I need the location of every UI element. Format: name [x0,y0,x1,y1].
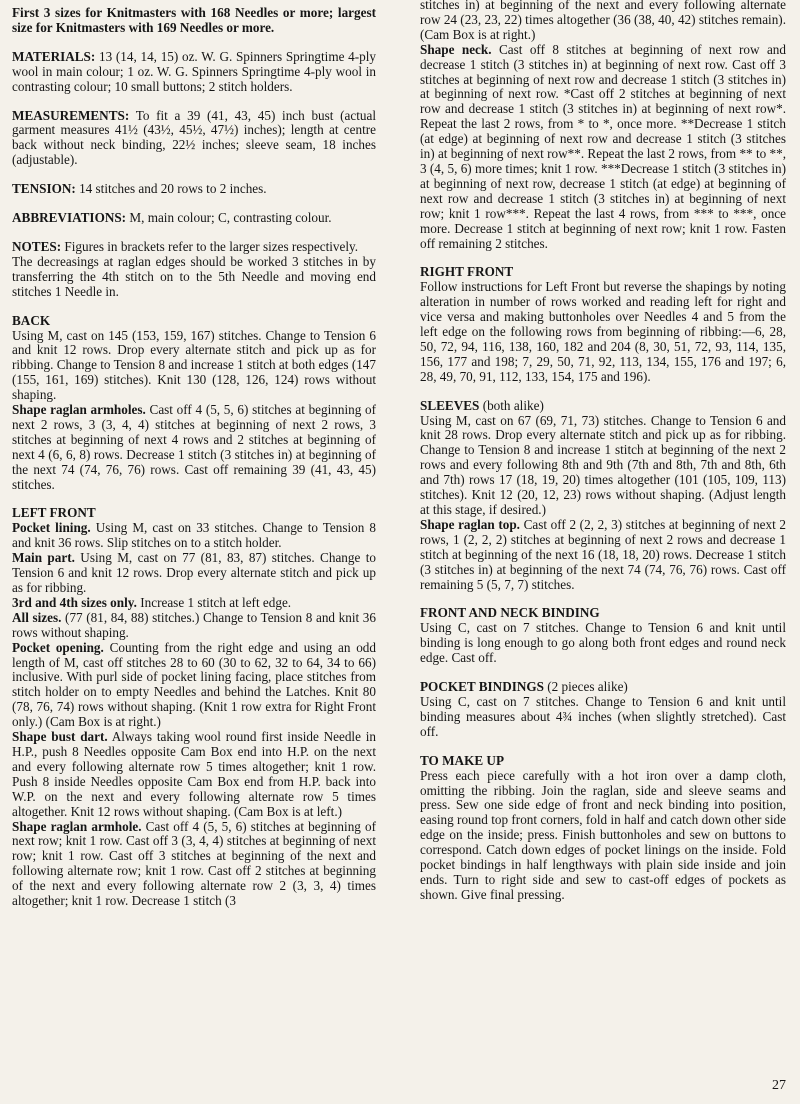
right-column [420,0,786,903]
lf-3rd-4th-sizes [12,596,376,611]
materials-label: MATERIALS: [12,48,96,64]
neck-text: Cast off 8 stitches at beginning of next row and decrease 1 stitch (3 stitches in) at beginning of next row. Cast off 3 stitches at beginning of next row and decrease 1 stitch (3 stitches in) at beginning of next row. *Cast off 2 stitches at beginning of next row and decrease 1 stitch (3 stitches in) at beginning of next row*. Repeat the last 2 rows, from * to *, once more. **Decrease 1 stitch (at edge) at beginning of next row and decrease 1 stitch (3 stitches in) at beginning of next row**. Repeat the last 2 rows, from ** to **, 3 (4, 5, 6) more times; knit 1 row. ***Decrease 1 stitch (3 stitches in) at beginning of next row, decrease 1 stitch (at edge) at beginning of next row and decrease 1 stitch (3 stitches in) at beginning of next row; knit 1 row***. Repeat the last 4 rows, from *** to ***, once more. Decrease 1 stitch at beginning of next row; knit 1 row. Fasten off remaining 2 stitches. [420,41,786,251]
make-up-heading: TO MAKE UP [420,752,505,768]
abbreviations-text: M, main colour; C, contrasting colour. [126,210,332,226]
lf-all-text: (77 (81, 84, 88) stitches.) Change to Tension 8 and knit 36 rows without shaping. [12,609,376,640]
measurements-label: MEASUREMENTS: [12,107,130,123]
lf-dart-text: Always taking wool round first inside Needle in H.P., push 8 Needles opposite Cam Box end into H.P. on the next and every following alternate row 5 times altogether; knit 1 row. Push 8 inside Needles opposite Cam Box end from H.P. back into W.P. on the next and every following alternate row 5 times altogether. Knit 12 rows without shaping. (Cam Box is at left.) [12,729,376,819]
lf-raglan-text: Cast off 4 (5, 5, 6) stitches at beginning of next row; knit 1 row. Cast off 3 (3, 4, 4) stitches at beginning of next row; knit 1 row. Cast off 3 stitches at beginning of the next and following alternate row; knit 1 row. Cast off 2 stitches at beginning of the next and every following alternate row 2 (3, 3, 4) times altogether; knit 1 row. Decrease 1 stitch (3 [12,818,376,909]
lf-dart-label: Shape bust dart. [12,729,108,745]
right-front-text: Follow instructions for Left Front but reverse the shapings by noting alteration in number of rows worked and reading left for right and vice versa and making buttonholes over Needles 4 and 5 from the left edge on the following rows from beginning of ribbing:—6, 28, 50, 72, 94, 116, 138, 160, 182 and 204 (8, 30, 51, 72, 93, 114, 135, 156, 177 and 198; 7, 29, 50, 71, 92, 113, 134, 155, 176 and 197; 6, 28, 49, 70, 91, 112, 133, 154, 175 and 196). [420,279,786,384]
lf-raglan-armhole [12,820,376,909]
abbreviations-section [12,211,376,226]
page-number: 27 [772,1078,786,1093]
lf-opening-text: Counting from the right edge and using an odd length of M, cast off stitches 28 to 60 (30 to 62, 32 to 64, 34 to 66) inclusive. With purl side of pocket lining facing, place stitches from stitch holder on to empty Needles and behind the Latches. Knit 80 (78, 76, 74) rows without shaping. (Knit 1 row extra for Right Front only.) (Cam Box is at right.) [12,639,376,730]
lf-34-text: Increase 1 stitch at left edge. [136,594,292,610]
sleeves-heading-label: SLEEVES [420,397,480,413]
back-text: Using M, cast on 145 (153, 159, 167) stitches. Change to Tension 6 and knit 12 rows. Drop every alternate stitch and pick up as for ribbing. Change to Tension 8 and increase 1 stitch at both edges (147 (155, 161, 169) stitches). Knit 130 (128, 126, 124) rows without shaping. [12,327,376,403]
lf-34-label: 3rd and 4th sizes only. [12,594,137,610]
notes-text: Figures in brackets refer to the larger sizes respectively. [61,238,359,254]
intro-note: First 3 sizes for Knitmasters with 168 Needles or more; largest size for Knitmasters with 169 Needles or more. [12,5,376,35]
materials-section [12,50,376,95]
abbreviations-label: ABBREVIATIONS: [12,210,127,226]
back-heading: BACK [12,312,51,328]
lf-pocket-label: Pocket lining. [12,520,91,536]
lf-all-label: All sizes. [12,609,62,625]
back-raglan [12,403,376,492]
shape-neck [420,43,786,252]
sleeves-raglan-text: Cast off 2 (2, 2, 3) stitches at beginning of next 2 rows, 1 (2, 2, 2) stitches at beginning of next 2 rows and decrease 1 stitch at beginning of the next 16 (18, 18, 20) rows. Decrease 1 stitch (3 stitches in) at beginning of the next 74 (74, 76, 76) rows. Cast off remaining 5 (5, 7, 7) stitches. [420,516,786,592]
pocket-bindings-label: POCKET BINDINGS [420,679,544,695]
make-up-text: Press each piece carefully with a hot iron over a damp cloth, omitting the ribbing. Join the raglan, side and sleeve seams and press. Sew one side edge of front and neck binding into position, easing round top front corners, fold in half and catch down other side edge on the inside; press. Finish buttonholes and sew on buttons to correspond. Catch down edges of pocket linings on the inside. Fold pocket bindings in half lengthways with plain side inside and join ends. Turn to right side and sew to cast-off edges of pockets as shown. Give final pressing. [420,767,786,902]
right-front-heading: RIGHT FRONT [420,264,514,280]
lf-main-label: Main part. [12,550,75,566]
tension-label: TENSION: [12,181,76,197]
notes-label: NOTES: [12,238,62,254]
front-neck-binding-heading: FRONT AND NECK BINDING [420,605,600,621]
left-front-heading: LEFT FRONT [12,505,96,521]
sleeves-raglan-label: Shape raglan top. [420,516,520,532]
sleeves-text: Using M, cast on 67 (69, 71, 73) stitches. Change to Tension 6 and knit 28 rows. Drop every alternate stitch and pick up as for ribbing. Change to Tension 8 and increase 1 stitch at beginning of the next 2 rows and every following 8th and 9th (7th and 8th, 7th and 8th, 6th and 7th) rows 17 (18, 19, 20) times altogether (101 (105, 109, 113) stitches). Knit 12 (20, 12, 23) rows without shaping. (Adjust length at this stage, if desired.) [420,412,786,517]
lf-all-sizes [12,611,376,641]
continued-text: stitches in) at beginning of the next and every following alternate row 24 (23, 23, 22) times altogether (36 (38, 40, 42) stitches remain). (Cam Box is at right.) [420,0,786,42]
lf-pocket-text: Using M, cast on 33 stitches. Change to Tension 8 and knit 36 rows. Slip stitches on to a stitch holder. [12,520,376,551]
lf-main-part [12,551,376,596]
pocket-bindings-heading [420,680,786,695]
lf-pocket-opening [12,641,376,730]
tension-text: 14 stitches and 20 rows to 2 inches. [75,181,267,197]
sleeves-heading [420,399,786,414]
sleeves-heading-note: (both alike) [479,397,544,413]
left-column [12,6,376,909]
measurements-text: To fit a 39 (41, 43, 45) inch bust (actual garment measures 41½ (43½, 45½, 47½) inches); length at centre back without neck binding, 22½ inches; sleeve seam, 18 inches (adjustable). [12,107,376,168]
lf-raglan-label: Shape raglan armhole. [12,818,142,834]
pocket-bindings-note: (2 pieces alike) [543,679,628,695]
lf-opening-label: Pocket opening. [12,639,104,655]
tension-section [12,182,376,197]
notes-section [12,240,376,255]
neck-label: Shape neck. [420,41,492,57]
lf-bust-dart [12,730,376,819]
front-neck-binding-text: Using C, cast on 7 stitches. Change to Tension 6 and knit until binding is long enough to go along both front edges and round neck edge. Cast off. [420,620,786,666]
materials-text: 13 (14, 14, 15) oz. W. G. Spinners Springtime 4-ply wool in main colour; 1 oz. W. G. Spinners Springtime 4-ply wool in contrasting colour; 10 small buttons; 2 stitch holders. [12,48,376,94]
measurements-section [12,109,376,169]
notes-text-2: The decreasings at raglan edges should be worked 3 stitches in by transferring the 4th stitch on to the 5th Needle and moving end stitches 1 Needle in. [12,253,376,299]
lf-pocket-lining [12,521,376,551]
lf-main-text: Using M, cast on 77 (81, 83, 87) stitches. Change to Tension 6 and knit 12 rows. Drop every alternate stitch and pick up as for ribbing. [12,550,376,595]
back-raglan-text: Cast off 4 (5, 5, 6) stitches at beginning of next 2 rows, 3 (3, 4, 4) stitches at beginning of next 2 rows, 3 stitches at beginning of next 4 rows and 2 stitches at beginning of next 4 (6, 6, 8) rows. Decrease 1 stitch (3 stitches in) at beginning of the next 74 (74, 76, 76) rows. Cast off remaining 39 (41, 43, 45) stitches. [12,402,377,492]
pocket-bindings-text: Using C, cast on 7 stitches. Change to Tension 6 and knit until binding measures about 4¾ inches (when slightly stretched). Cast off. [420,693,786,739]
sleeves-raglan [420,518,786,593]
back-raglan-label: Shape raglan armholes. [12,402,146,418]
